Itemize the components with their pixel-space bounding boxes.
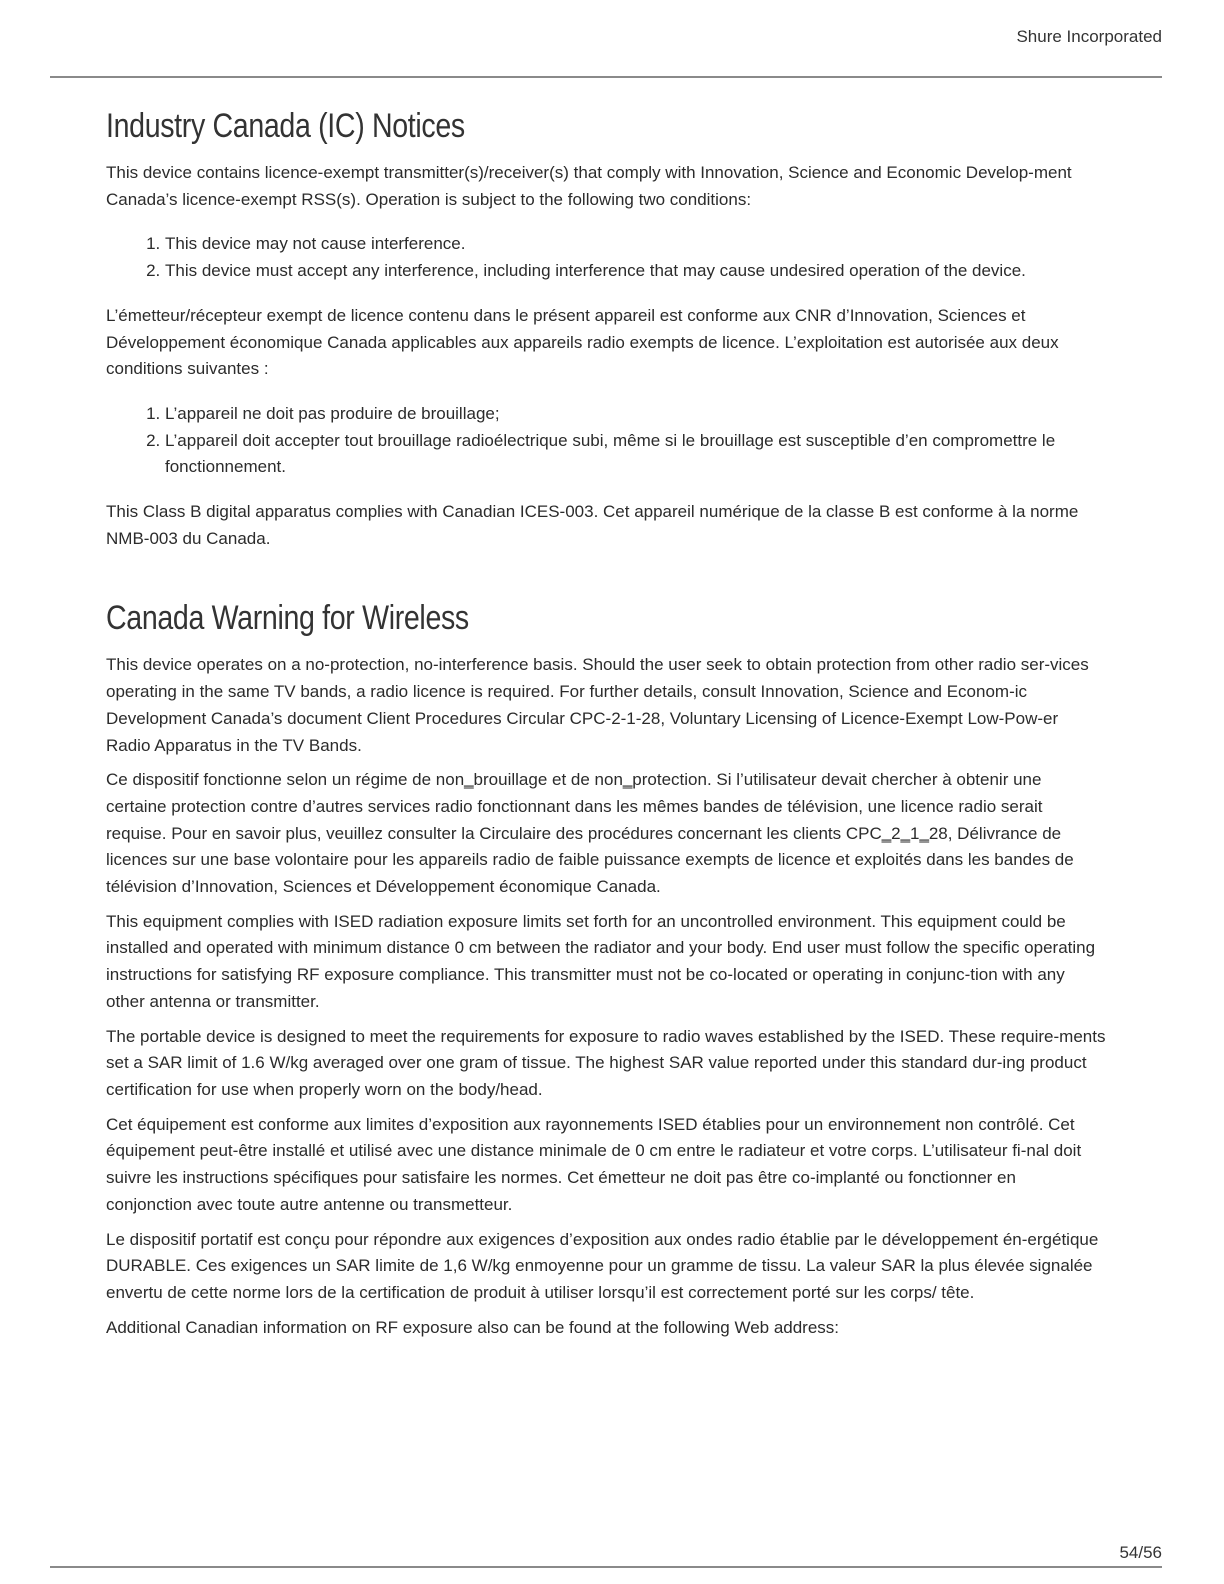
wireless-paragraph: This equipment complies with ISED radiation exposure limits set forth for an uncontrolled environment. This equipment could be installed and operated with minimum distance 0 cm between the radiator and your body. End user must follow the specific operating instructions for satisfying RF exposure compliance. This transmitter must not be co-located or operating in conjunc-tion with any other antenna or transmitter. bbox=[106, 911, 1096, 1011]
ic-intro-paragraph: This device contains licence-exempt transmitter(s)/receiver(s) that comply with Innovation, Science and Economic Develop-ment Canada’s licence-exempt RSS(s). Operation is subject to the following two conditions: bbox=[106, 163, 1072, 209]
wireless-paragraph: Cet équipement est conforme aux limites d’exposition aux rayonnements ISED établies pour un environnement non contrôlé. Cet équipement peut-être installé et utilisé avec une distance minimale de 0 cm entre le radiateur et votre corps. L’utilisateur fi-nal doit suivre les instructions spécifiques pour satisfaire les normes. Cet émetteur ne doit pas être co-implanté ou fonctionner en conjonction avec toute autre antenne ou transmetteur. bbox=[106, 1114, 1082, 1214]
ic-conditions-list-en bbox=[106, 231, 1106, 284]
ic-notices-heading: Industry Canada (IC) Notices bbox=[106, 107, 465, 145]
header-divider bbox=[50, 76, 1162, 78]
list-item: 2. L’appareil doit accepter tout brouillage radioélectrique subi, même si le brouillage est susceptible d’en compromettre le fonctionnement. bbox=[165, 428, 1106, 481]
list-item: 1. L’appareil ne doit pas produire de brouillage; bbox=[165, 401, 1106, 428]
header-company-name: Shure Incorporated bbox=[1016, 27, 1162, 46]
wireless-warning-heading: Canada Warning for Wireless bbox=[106, 599, 469, 638]
ices-statement: This Class B digital apparatus complies with Canadian ICES-003. Cet appareil numérique de la classe B est conforme à la norme NMB-003 du Canada. bbox=[106, 502, 1079, 548]
wireless-paragraph: The portable device is designed to meet the requirements for exposure to radio waves established by the ISED. These require-ments set a SAR limit of 1.6 W/kg averaged over one gram of tissue. The highest SAR value reported under this standard dur-ing product certification for use when properly worn on the body/head. bbox=[106, 1026, 1106, 1099]
ic-conditions-list-fr bbox=[106, 401, 1106, 481]
ic-intro-paragraph-fr: L’émetteur/récepteur exempt de licence contenu dans le présent appareil est conforme aux CNR d’Innovation, Sciences et Développement économique Canada applicables aux appareils radio exempts de licence. L’exploitation est autorisée aux deux conditions suivantes : bbox=[106, 305, 1059, 379]
list-item: 2. This device must accept any interference, including interference that may cause undesired operation of the device. bbox=[165, 258, 1106, 285]
list-item: 1. This device may not cause interference. bbox=[165, 231, 1106, 258]
wireless-paragraph: This device operates on a no-protection, no-interference basis. Should the user seek to obtain protection from other radio ser-vices operating in the same TV bands, a radio licence is required. For further details, consult Innovation, Science and Econom-ic Development Canada’s document Client Procedures Circular CPC-2-1-28, Voluntary Licensing of Licence-Exempt Low-Pow-er Radio Apparatus in the TV Bands. bbox=[106, 655, 1089, 755]
footer-divider bbox=[50, 1566, 1162, 1568]
wireless-paragraph: Le dispositif portatif est conçu pour répondre aux exigences d’exposition aux ondes radio établie par le développement én-ergétique DURABLE. Ces exigences un SAR limite de 1,6 W/kg enmoyenne pour un gramme de tissu. La valeur SAR la plus élevée signalée envertu de cette norme lors de la certification de produit à utiliser lorsqu’il est correctement porté sur les corps/ tête. bbox=[106, 1229, 1099, 1302]
page-content bbox=[106, 100, 1106, 1341]
wireless-paragraph: Ce dispositif fonctionne selon un régime de non‗brouillage et de non‗protection. Si l’utilisateur devait chercher à obtenir une certaine protection contre d’autres services radio fonctionnant dans les mêmes bandes de télévision, une licence radio serait requise. Pour en savoir plus, veuillez consulter la Circulaire des procédures concernant les clients CPC‗2‗1‗28, Délivrance de licences sur une base volontaire pour les appareils radio de faible puissance exempts de licence et exploités dans les bandes de télévision d’Innovation, Sciences et Développement économique Canada. bbox=[106, 770, 1074, 897]
rf-exposure-info-paragraph: Additional Canadian information on RF exposure also can be found at the following Web address: bbox=[106, 1317, 840, 1337]
page-number: 54/56 bbox=[1119, 1543, 1162, 1562]
